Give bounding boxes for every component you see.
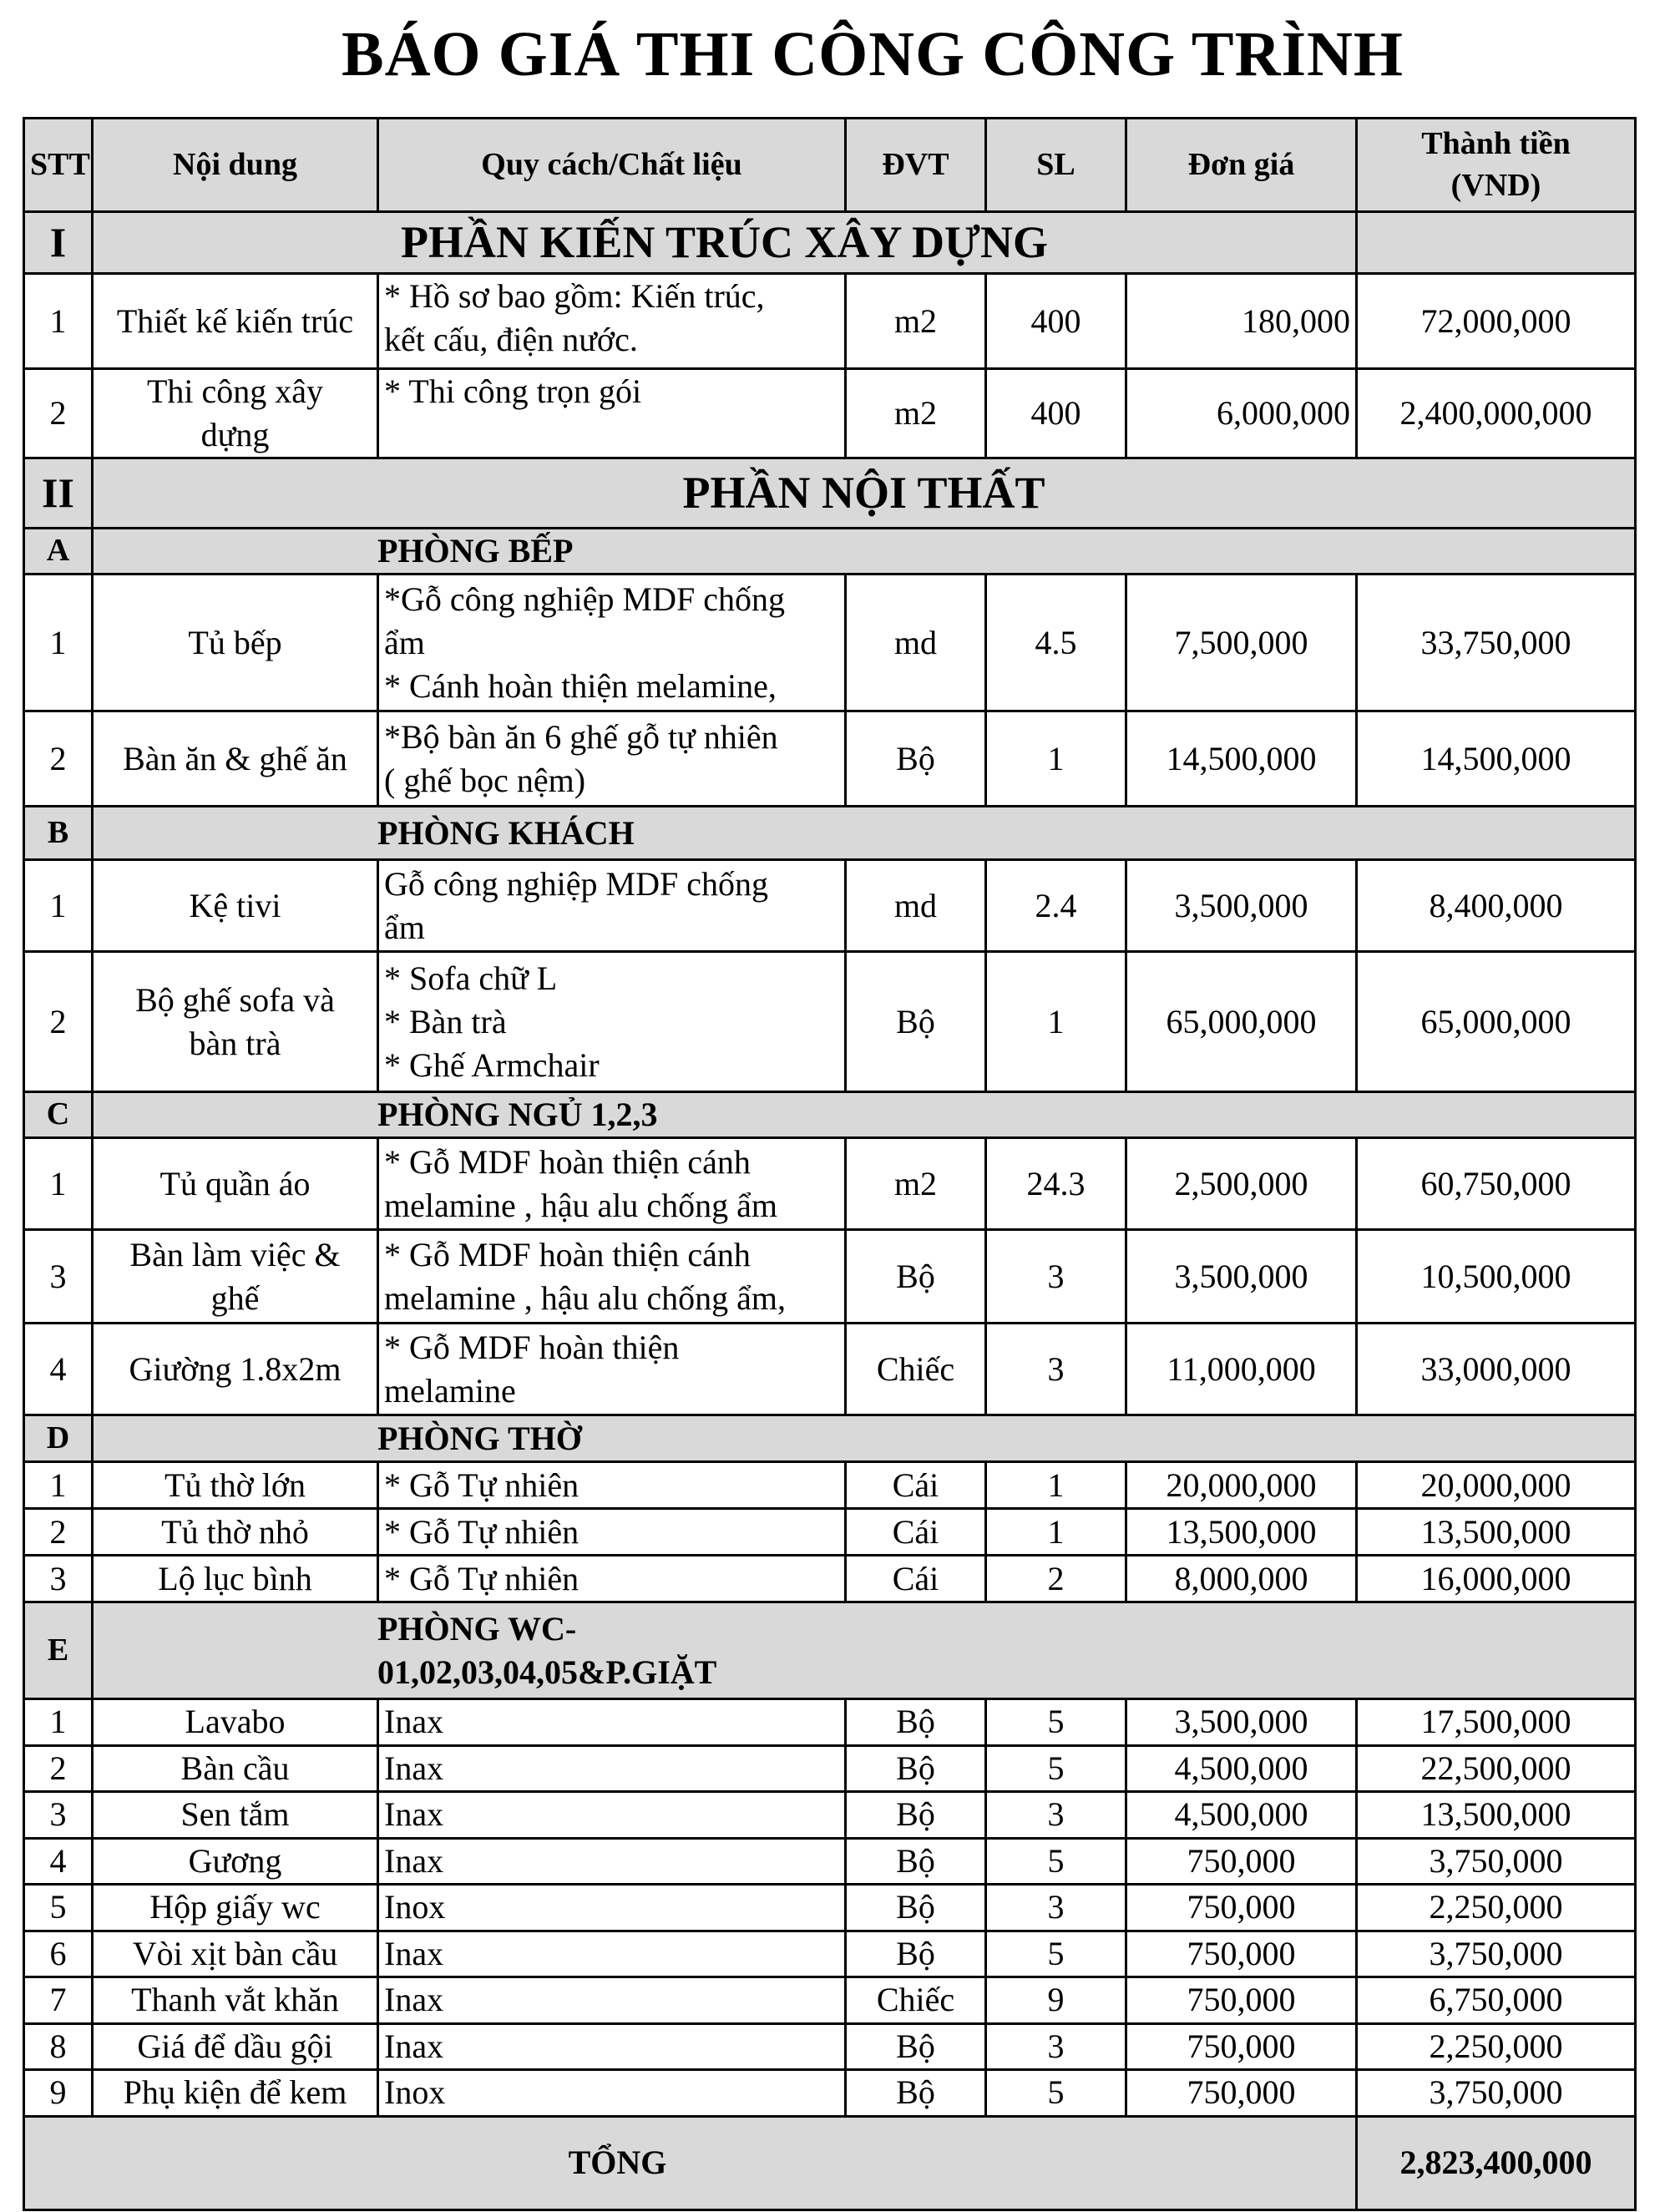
cell-don-gia: 750,000 [1126,1977,1357,2024]
quy-cach-line: *Bộ bàn ăn 6 ghế gỗ tự nhiên [384,717,778,756]
cell-thanh-tien: 6,750,000 [1357,1977,1636,2024]
quy-cach-line: ẩm [384,623,425,661]
cell-don-gia: 750,000 [1126,2070,1357,2117]
cell-dvt: Cái [846,1556,986,1602]
cell-don-gia: 14,500,000 [1126,711,1357,807]
cell-dvt: m2 [846,274,986,369]
cell-don-gia: 4,500,000 [1126,1792,1357,1839]
cell-stt: 1 [24,1462,93,1509]
quy-cach-line: Gỗ công nghiệp MDF chống [384,864,768,903]
cell-don-gia: 180,000 [1126,274,1357,369]
header-thanh-tien-line2: (VND) [1450,167,1541,203]
subsection-row [24,1602,1636,1699]
cell-thanh-tien: 72,000,000 [1357,274,1636,369]
cell-dvt: Bộ [846,711,986,807]
section-title: PHẦN NỘI THẤT [93,458,1636,529]
cell-dvt: Bộ [846,1885,986,1931]
cell-thanh-tien: 2,250,000 [1357,1885,1636,1931]
cell-don-gia: 750,000 [1126,1885,1357,1931]
cell-noi-dung: Bàn ăn & ghế ăn [93,711,378,807]
table-row [24,711,1636,807]
table-row [24,1556,1636,1602]
table-row [24,1324,1636,1415]
cell-sl: 400 [986,369,1126,458]
cell-noi-dung: Tủ quần áo [93,1138,378,1230]
cell-sl: 3 [986,1324,1126,1415]
cell-noi-dung: Bàn cầu [93,1745,378,1792]
cell-thanh-tien: 60,750,000 [1357,1138,1636,1230]
cell-noi-dung: Tủ thờ nhỏ [93,1509,378,1556]
cell-don-gia: 11,000,000 [1126,1324,1357,1415]
cell-quy-cach: Inax [378,1977,846,2024]
cell-stt: 1 [24,274,93,369]
subsection-title: PHÒNG KHÁCH [93,807,1636,860]
cell-quy-cach: * Gỗ Tự nhiên [378,1462,846,1509]
noi-dung-line: bàn trà [189,1024,281,1062]
cell-noi-dung [93,1230,378,1324]
table-row [24,1745,1636,1792]
cell-sl: 5 [986,1745,1126,1792]
cell-stt: 9 [24,2070,93,2117]
cell-thanh-tien: 16,000,000 [1357,1556,1636,1602]
cell-dvt: Chiếc [846,1977,986,2024]
cell-thanh-tien: 8,400,000 [1357,860,1636,952]
cell-sl: 3 [986,1885,1126,1931]
cell-sl: 24.3 [986,1138,1126,1230]
cell-dvt: Bộ [846,1745,986,1792]
cell-quy-cach [378,274,846,369]
noi-dung-line: Bộ ghế sofa và [135,980,335,1019]
cell-thanh-tien: 10,500,000 [1357,1230,1636,1324]
table-row [24,1509,1636,1556]
cell-don-gia: 65,000,000 [1126,952,1357,1092]
cell-don-gia: 8,000,000 [1126,1556,1357,1602]
cell-thanh-tien: 65,000,000 [1357,952,1636,1092]
subsection-title: PHÒNG THỜ [93,1415,1636,1462]
cell-noi-dung: Tủ bếp [93,575,378,711]
table-row [24,575,1636,711]
cell-sl: 9 [986,1977,1126,2024]
cell-stt: 1 [24,860,93,952]
cell-stt: 2 [24,1745,93,1792]
cell-thanh-tien: 2,400,000,000 [1357,369,1636,458]
cell-dvt: Chiếc [846,1324,986,1415]
cell-stt: 2 [24,711,93,807]
quy-cach-line: * Gỗ MDF hoàn thiện cánh [384,1235,751,1273]
cell-noi-dung [93,952,378,1092]
cell-stt: 4 [24,1324,93,1415]
quy-cach-line: melamine , hậu alu chống ẩm [384,1186,777,1224]
cell-stt: 3 [24,1230,93,1324]
cell-quy-cach: * Gỗ Tự nhiên [378,1556,846,1602]
noi-dung-line: ghế [210,1278,260,1317]
cell-stt: 2 [24,1509,93,1556]
cell-thanh-tien: 3,750,000 [1357,2070,1636,2117]
quy-cach-line: *Gỗ công nghiệp MDF chống [384,580,785,618]
cell-stt: 1 [24,1699,93,1746]
cell-stt: 8 [24,2023,93,2070]
cell-sl: 3 [986,2023,1126,2070]
header-sl: SL [986,119,1126,212]
cell-noi-dung: Sen tắm [93,1792,378,1839]
header-thanh-tien-line1: Thành tiền [1421,126,1571,162]
section-title: PHẦN KIẾN TRÚC XÂY DỰNG [93,212,1357,274]
cell-noi-dung [93,369,378,458]
cell-dvt: Cái [846,1462,986,1509]
cell-sl: 4.5 [986,575,1126,711]
cell-thanh-tien: 3,750,000 [1357,1931,1636,1977]
cell-stt: 2 [24,369,93,458]
cell-sl: 5 [986,1699,1126,1746]
subsection-title [93,1602,1636,1699]
cell-thanh-tien: 2,250,000 [1357,2023,1636,2070]
cell-quy-cach: Inox [378,2070,846,2117]
cell-sl: 1 [986,1462,1126,1509]
table-row [24,952,1636,1092]
quy-cach-line: * Cánh hoàn thiện melamine, [384,666,777,705]
cell-thanh-tien: 3,750,000 [1357,1838,1636,1885]
cell-don-gia: 3,500,000 [1126,1230,1357,1324]
cell-quy-cach [378,575,846,711]
table-row [24,1138,1636,1230]
cell-dvt: Cái [846,1509,986,1556]
header-row [24,119,1636,212]
cell-stt: 1 [24,1138,93,1230]
header-quy-cach: Quy cách/Chất liệu [378,119,846,212]
cell-sl: 400 [986,274,1126,369]
cell-don-gia: 3,500,000 [1126,1699,1357,1746]
cell-quy-cach: Inax [378,1699,846,1746]
cell-sl: 1 [986,952,1126,1092]
total-label: TỔNG [24,2116,1357,2209]
cell-quy-cach [378,711,846,807]
header-dvt: ĐVT [846,119,986,212]
cell-noi-dung: Tủ thờ lớn [93,1462,378,1509]
table-row [24,1792,1636,1839]
noi-dung-line: Bàn làm việc & [129,1235,341,1273]
subsection-number: C [24,1092,93,1138]
subsection-number: D [24,1415,93,1462]
cell-sl: 1 [986,1509,1126,1556]
cell-thanh-tien: 13,500,000 [1357,1509,1636,1556]
cell-dvt: Bộ [846,1699,986,1746]
cell-noi-dung: Vòi xịt bàn cầu [93,1931,378,1977]
quy-cach-line: melamine [384,1371,516,1410]
header-don-gia: Đơn giá [1126,119,1357,212]
cell-sl: 5 [986,1931,1126,1977]
table-row [24,1699,1636,1746]
cell-stt: 4 [24,1838,93,1885]
table-row [24,2070,1636,2117]
cell-dvt: Bộ [846,1838,986,1885]
cell-quy-cach [378,860,846,952]
cell-sl: 5 [986,1838,1126,1885]
table-row [24,1462,1636,1509]
cell-quy-cach: Inax [378,1838,846,1885]
cell-noi-dung: Lavabo [93,1699,378,1746]
cell-sl: 2.4 [986,860,1126,952]
cell-dvt: md [846,860,986,952]
cell-noi-dung: Giá để dầu gội [93,2023,378,2070]
subsection-title-line: PHÒNG WC- [377,1609,577,1648]
cell-dvt: m2 [846,369,986,458]
cell-noi-dung: Thanh vắt khăn [93,1977,378,2024]
subsection-number: B [24,807,93,860]
cell-dvt: Bộ [846,1931,986,1977]
cell-quy-cach: * Gỗ Tự nhiên [378,1509,846,1556]
cell-sl: 3 [986,1230,1126,1324]
cell-dvt: Bộ [846,952,986,1092]
cell-sl: 2 [986,1556,1126,1602]
cell-quy-cach [378,1324,846,1415]
cell-stt: 3 [24,1792,93,1839]
cell-don-gia: 6,000,000 [1126,369,1357,458]
cell-stt: 1 [24,575,93,711]
cell-noi-dung: Kệ tivi [93,860,378,952]
cell-dvt: Bộ [846,2070,986,2117]
table-row [24,1931,1636,1977]
cell-quy-cach: Inax [378,1745,846,1792]
subsection-number: A [24,529,93,575]
page-title: BÁO GIÁ THI CÔNG CÔNG TRÌNH [341,19,1404,89]
quy-cach-line: ẩm [384,908,425,946]
quy-cach-line: * Hồ sơ bao gồm: Kiến trúc, [384,277,765,315]
quy-cach-line: * Gỗ MDF hoàn thiện [384,1328,680,1366]
section-number: I [24,212,93,274]
subsection-title: PHÒNG NGỦ 1,2,3 [93,1092,1636,1138]
cell-don-gia: 13,500,000 [1126,1509,1357,1556]
cell-don-gia: 750,000 [1126,2023,1357,2070]
cell-thanh-tien: 17,500,000 [1357,1699,1636,1746]
cell-thanh-tien: 20,000,000 [1357,1462,1636,1509]
cell-stt: 7 [24,1977,93,2024]
cell-thanh-tien: 33,000,000 [1357,1324,1636,1415]
subsection-number: E [24,1602,93,1699]
quotation-table [23,117,1637,2211]
quy-cach-line: * Ghế Armchair [384,1045,600,1084]
cell-don-gia: 20,000,000 [1126,1462,1357,1509]
cell-dvt: Bộ [846,2023,986,2070]
noi-dung-line: dựng [200,416,270,453]
table-row [24,1885,1636,1931]
quy-cach-line: * Thi công trọn gói [384,372,642,410]
cell-sl: 5 [986,2070,1126,2117]
header-thanh-tien [1357,119,1636,212]
cell-dvt: m2 [846,1138,986,1230]
total-value: 2,823,400,000 [1357,2116,1636,2209]
quy-cach-line: kết cấu, điện nước. [384,321,638,358]
cell-noi-dung: Giường 1.8x2m [93,1324,378,1415]
table-row [24,274,1636,369]
header-stt: STT [24,119,93,212]
quy-cach-line: * Sofa chữ L [384,959,558,997]
section-number: II [24,458,93,529]
table-row [24,1230,1636,1324]
cell-sl: 1 [986,711,1126,807]
cell-thanh-tien: 22,500,000 [1357,1745,1636,1792]
cell-noi-dung: Gương [93,1838,378,1885]
quy-cach-line: * Gỗ MDF hoàn thiện cánh [384,1142,751,1181]
cell-noi-dung: Phụ kiện để kem [93,2070,378,2117]
cell-stt: 2 [24,952,93,1092]
cell-dvt: Bộ [846,1230,986,1324]
section-blank [1357,212,1636,274]
subsection-title-line: 01,02,03,04,05&P.GIẶT [377,1653,717,1691]
subsection-row [24,807,1636,860]
cell-dvt: Bộ [846,1792,986,1839]
cell-stt: 5 [24,1885,93,1931]
cell-quy-cach: Inox [378,1885,846,1931]
section-row [24,212,1636,274]
quy-cach-line: melamine , hậu alu chống ẩm, [384,1278,786,1317]
cell-quy-cach [378,369,846,458]
cell-quy-cach: Inax [378,1931,846,1977]
cell-quy-cach [378,1230,846,1324]
total-row [24,2116,1636,2209]
noi-dung-line: Thi công xây [146,372,324,410]
subsection-row [24,529,1636,575]
subsection-row [24,1415,1636,1462]
cell-thanh-tien: 33,750,000 [1357,575,1636,711]
header-noi-dung: Nội dung [93,119,378,212]
cell-stt: 3 [24,1556,93,1602]
cell-stt: 6 [24,1931,93,1977]
cell-quy-cach [378,1138,846,1230]
cell-noi-dung: Thiết kế kiến trúc [93,274,378,369]
cell-quy-cach [378,952,846,1092]
cell-quy-cach: Inax [378,2023,846,2070]
section-row [24,458,1636,529]
cell-don-gia: 7,500,000 [1126,575,1357,711]
table-row [24,2023,1636,2070]
cell-don-gia: 750,000 [1126,1838,1357,1885]
table-row [24,1977,1636,2024]
cell-don-gia: 750,000 [1126,1931,1357,1977]
cell-quy-cach: Inax [378,1792,846,1839]
table-row [24,369,1636,458]
cell-dvt: md [846,575,986,711]
subsection-row [24,1092,1636,1138]
cell-sl: 3 [986,1792,1126,1839]
quy-cach-line: * Bàn trà [384,1002,507,1040]
cell-thanh-tien: 14,500,000 [1357,711,1636,807]
cell-noi-dung: Hộp giấy wc [93,1885,378,1931]
cell-noi-dung: Lộ lục bình [93,1556,378,1602]
table-row [24,860,1636,952]
cell-don-gia: 2,500,000 [1126,1138,1357,1230]
subsection-title: PHÒNG BẾP [93,529,1636,575]
cell-don-gia: 3,500,000 [1126,860,1357,952]
table-row [24,1838,1636,1885]
quy-cach-line: ( ghế bọc nệm) [384,761,586,799]
cell-thanh-tien: 13,500,000 [1357,1792,1636,1839]
cell-don-gia: 4,500,000 [1126,1745,1357,1792]
